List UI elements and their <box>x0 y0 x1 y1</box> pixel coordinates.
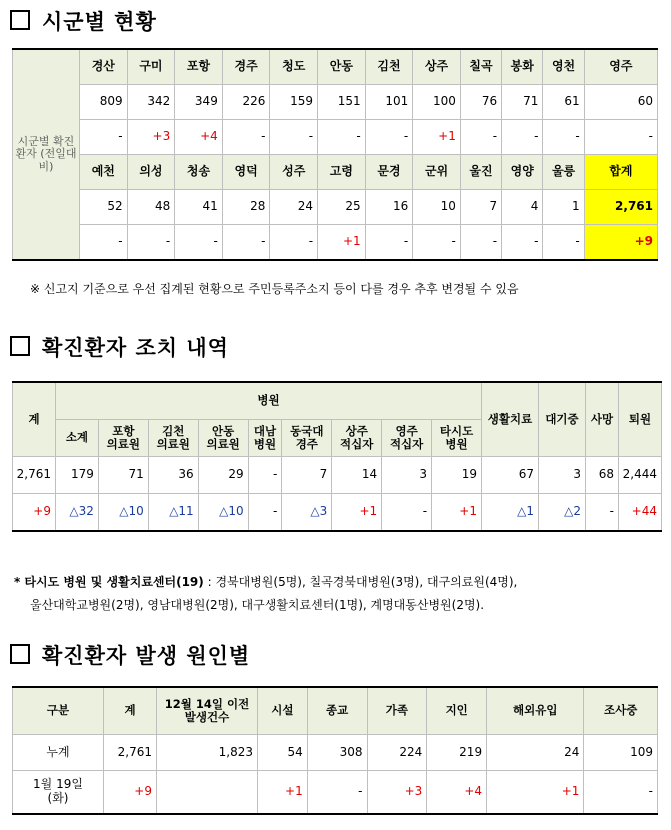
header-hospital-sub: 동국대 경주 <box>282 420 332 457</box>
city-count: 342 <box>127 85 175 120</box>
city-name: 영덕 <box>222 155 270 190</box>
city-count: 151 <box>318 85 366 120</box>
city-change: - <box>502 120 543 155</box>
header-hospital-sub: 김천 의료원 <box>148 420 198 457</box>
other-hospital-note-line1: * 타시도 병원 및 생활치료센터(19) : 경북대병원(5명), 칠곡경북대병원(3명), 대구의료원(4명), <box>14 575 518 589</box>
cause-change: +3 <box>367 771 427 815</box>
city-change: - <box>270 225 318 261</box>
city-change: +1 <box>413 120 461 155</box>
city-count: 60 <box>584 85 657 120</box>
cause-change: +1 <box>258 771 308 815</box>
treatment-change: +9 <box>13 494 56 532</box>
treatment-change: - <box>382 494 432 532</box>
city-count: 159 <box>270 85 318 120</box>
section-title-treatment: 확진환자 조치 내역 <box>10 332 229 362</box>
city-change: - <box>175 225 223 261</box>
city-change: +4 <box>175 120 223 155</box>
cause-count: 219 <box>427 735 487 771</box>
total-change: +9 <box>584 225 657 261</box>
section-title-city-status: 시군별 현황 <box>10 6 157 36</box>
treatment-change: +1 <box>432 494 482 532</box>
cause-change: +4 <box>427 771 487 815</box>
cause-count: 24 <box>487 735 584 771</box>
header-religion: 종교 <box>307 687 367 735</box>
city-change: - <box>270 120 318 155</box>
treatment-count: 179 <box>56 457 99 494</box>
city-change: - <box>80 225 128 261</box>
header-hospital-sub: 영주 적십자 <box>382 420 432 457</box>
city-count: 10 <box>413 190 461 225</box>
city-change: - <box>543 120 584 155</box>
city-count: 1 <box>543 190 584 225</box>
address-note: ※ 신고지 기준으로 우선 집계된 현황으로 주민등록주소지 등이 다를 경우 추후 변경될 수 있음 <box>30 282 519 296</box>
city-change: - <box>413 225 461 261</box>
treatment-count: 68 <box>586 457 619 494</box>
header-total: 계 <box>104 687 157 735</box>
treatment-change: △1 <box>482 494 539 532</box>
header-family: 가족 <box>367 687 427 735</box>
city-name: 포항 <box>175 49 223 85</box>
city-count: 61 <box>543 85 584 120</box>
treatment-count: - <box>248 457 282 494</box>
city-change: - <box>318 120 366 155</box>
city-change: - <box>127 225 175 261</box>
other-hospital-note-line2: 울산대학교병원(2명), 영남대병원(2명), 대구생활치료센터(1명), 계명대동산병원(2명). <box>30 598 485 612</box>
header-death: 사망 <box>586 382 619 457</box>
city-name: 영천 <box>543 49 584 85</box>
city-status-table <box>12 48 658 261</box>
city-count: 28 <box>222 190 270 225</box>
cause-change: - <box>584 771 658 815</box>
treatment-count: 67 <box>482 457 539 494</box>
header-hospital-sub: 안동 의료원 <box>198 420 248 457</box>
city-change: +3 <box>127 120 175 155</box>
city-change: - <box>365 120 413 155</box>
city-name: 청도 <box>270 49 318 85</box>
city-name: 예천 <box>80 155 128 190</box>
city-count: 4 <box>502 190 543 225</box>
header-hospital-sub: 타시도 병원 <box>432 420 482 457</box>
city-name: 안동 <box>318 49 366 85</box>
checkbox-square-icon <box>10 10 30 30</box>
city-name: 김천 <box>365 49 413 85</box>
header-hospital-sub: 포항 의료원 <box>98 420 148 457</box>
treatment-change: - <box>586 494 619 532</box>
cause-count: 1,823 <box>157 735 258 771</box>
city-name: 상주 <box>413 49 461 85</box>
city-count: 41 <box>175 190 223 225</box>
city-change: - <box>543 225 584 261</box>
treatment-change: △32 <box>56 494 99 532</box>
city-count: 809 <box>80 85 128 120</box>
treatment-count: 71 <box>98 457 148 494</box>
treatment-change: △11 <box>148 494 198 532</box>
city-change: +1 <box>318 225 366 261</box>
row-label: 시군별 확진환자 (전일대비) <box>13 49 80 260</box>
row-label-cumulative: 누계 <box>13 735 104 771</box>
header-hospital-sub: 소계 <box>56 420 99 457</box>
other-hospital-note-label: * 타시도 병원 및 생활치료센터(19) <box>14 575 204 589</box>
treatment-count: 3 <box>382 457 432 494</box>
header-category: 구분 <box>13 687 104 735</box>
city-name: 청송 <box>175 155 223 190</box>
cause-change: +1 <box>487 771 584 815</box>
city-name: 경산 <box>80 49 128 85</box>
total-label: 합계 <box>584 155 657 190</box>
cause-table <box>12 686 658 815</box>
cause-change <box>157 771 258 815</box>
city-name: 구미 <box>127 49 175 85</box>
city-count: 76 <box>460 85 501 120</box>
city-name: 울릉 <box>543 155 584 190</box>
city-count: 25 <box>318 190 366 225</box>
header-living-treatment: 생활치료 <box>482 382 539 457</box>
header-overseas: 해외유입 <box>487 687 584 735</box>
city-name: 군위 <box>413 155 461 190</box>
city-name: 울진 <box>460 155 501 190</box>
city-name: 영양 <box>502 155 543 190</box>
treatment-change: +1 <box>332 494 382 532</box>
row-label-date: 1월 19일 (화) <box>13 771 104 815</box>
treatment-change: △2 <box>539 494 586 532</box>
city-name: 문경 <box>365 155 413 190</box>
city-name: 의성 <box>127 155 175 190</box>
header-acquaintance: 지인 <box>427 687 487 735</box>
header-investigating: 조사중 <box>584 687 658 735</box>
city-count: 16 <box>365 190 413 225</box>
treatment-count: 2,761 <box>13 457 56 494</box>
city-name: 봉화 <box>502 49 543 85</box>
city-change: - <box>365 225 413 261</box>
treatment-change: △3 <box>282 494 332 532</box>
treatment-table <box>12 381 662 532</box>
header-total: 계 <box>13 382 56 457</box>
cause-count: 308 <box>307 735 367 771</box>
cause-count: 109 <box>584 735 658 771</box>
cause-change: +9 <box>104 771 157 815</box>
city-change: - <box>584 120 657 155</box>
header-hospital-sub: 대남 병원 <box>248 420 282 457</box>
treatment-count: 3 <box>539 457 586 494</box>
city-change: - <box>502 225 543 261</box>
checkbox-square-icon <box>10 644 30 664</box>
city-count: 100 <box>413 85 461 120</box>
city-count: 24 <box>270 190 318 225</box>
header-before-dec14: 12월 14일 이전 발생건수 <box>157 687 258 735</box>
city-change: - <box>80 120 128 155</box>
total-count: 2,761 <box>584 190 657 225</box>
treatment-count: 29 <box>198 457 248 494</box>
city-count: 101 <box>365 85 413 120</box>
city-count: 52 <box>80 190 128 225</box>
city-count: 71 <box>502 85 543 120</box>
city-name: 영주 <box>584 49 657 85</box>
city-change: - <box>460 225 501 261</box>
city-count: 7 <box>460 190 501 225</box>
treatment-count: 36 <box>148 457 198 494</box>
treatment-change: △10 <box>198 494 248 532</box>
treatment-change: △10 <box>98 494 148 532</box>
city-name: 칠곡 <box>460 49 501 85</box>
treatment-change: +44 <box>619 494 662 532</box>
city-change: - <box>460 120 501 155</box>
treatment-count: 19 <box>432 457 482 494</box>
city-name: 고령 <box>318 155 366 190</box>
treatment-count: 2,444 <box>619 457 662 494</box>
header-hospital: 병원 <box>56 382 482 420</box>
city-count: 349 <box>175 85 223 120</box>
city-change: - <box>222 120 270 155</box>
cause-count: 2,761 <box>104 735 157 771</box>
treatment-count: 7 <box>282 457 332 494</box>
cause-count: 54 <box>258 735 308 771</box>
header-hospital-sub: 상주 적십자 <box>332 420 382 457</box>
city-count: 226 <box>222 85 270 120</box>
city-count: 48 <box>127 190 175 225</box>
header-discharge: 퇴원 <box>619 382 662 457</box>
header-facility: 시설 <box>258 687 308 735</box>
section-title-cause: 확진환자 발생 원인별 <box>10 640 250 670</box>
city-name: 경주 <box>222 49 270 85</box>
cause-change: - <box>307 771 367 815</box>
header-waiting: 대기중 <box>539 382 586 457</box>
checkbox-square-icon <box>10 336 30 356</box>
cause-count: 224 <box>367 735 427 771</box>
city-name: 성주 <box>270 155 318 190</box>
city-change: - <box>222 225 270 261</box>
treatment-change: - <box>248 494 282 532</box>
treatment-count: 14 <box>332 457 382 494</box>
